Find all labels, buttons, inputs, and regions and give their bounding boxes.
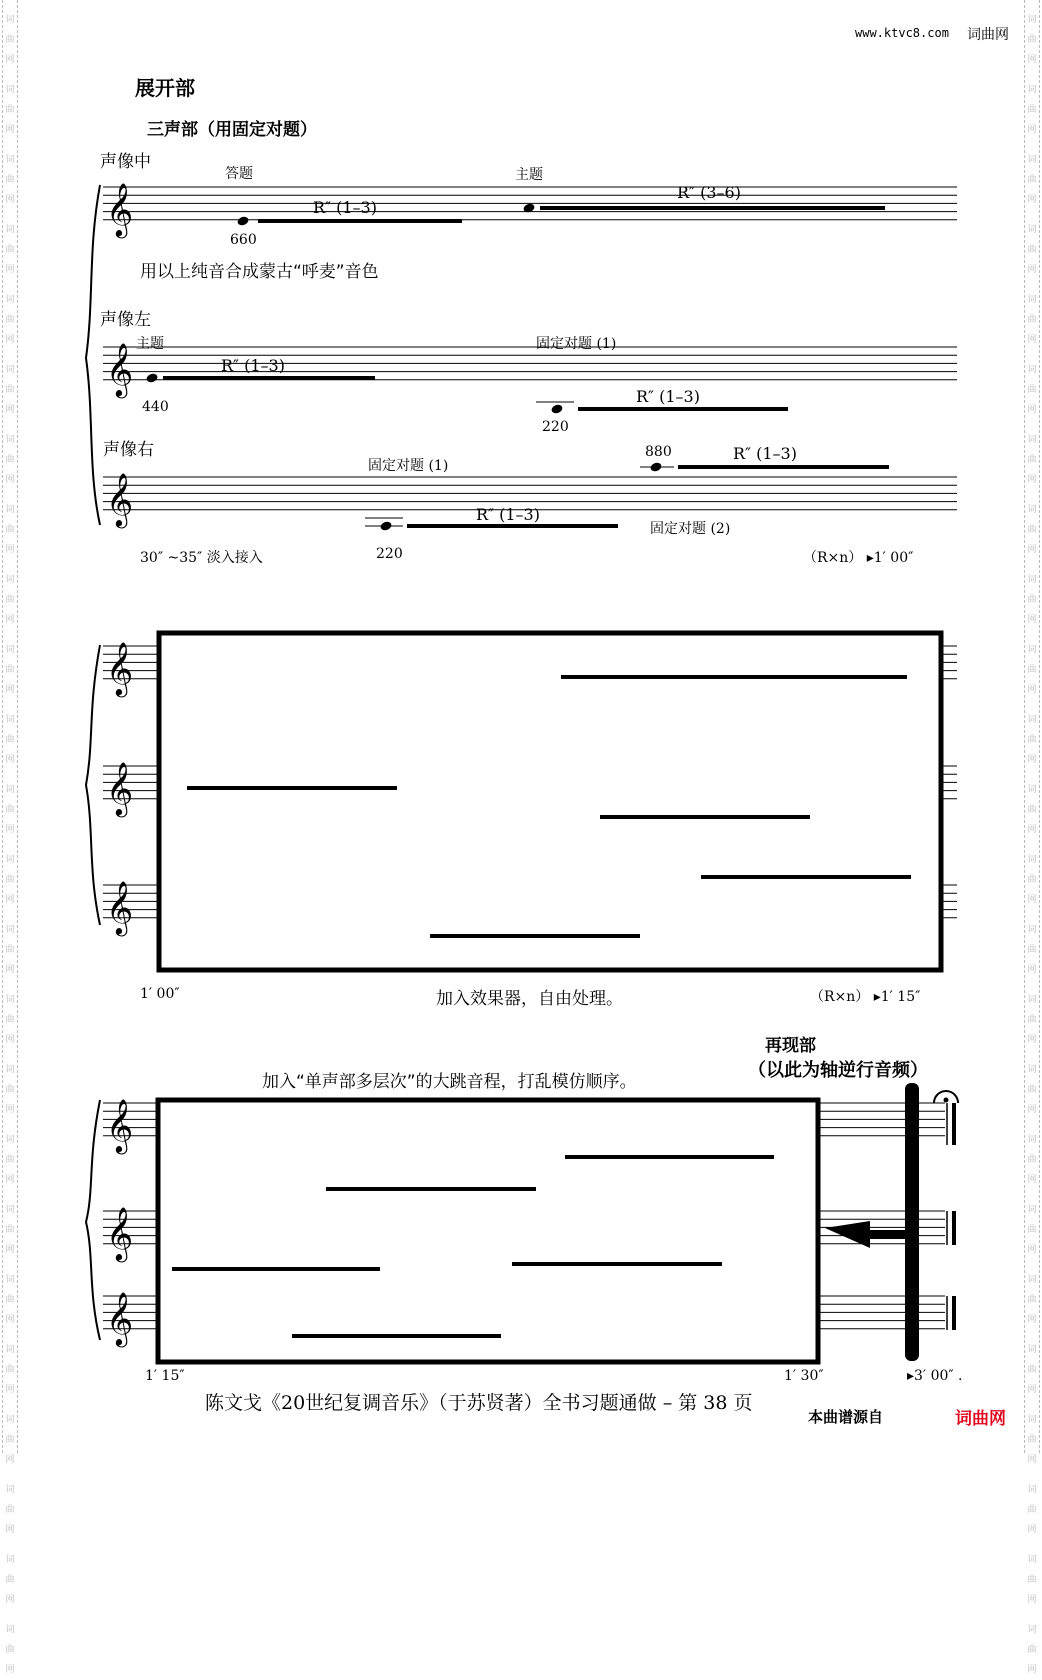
- freq-220-right: 220: [376, 546, 403, 562]
- recap-subtitle: （以此为轴逆行音频）: [748, 1060, 928, 1081]
- axis-bar: [905, 1083, 919, 1361]
- header-site-url[interactable]: www.ktvc8.com: [855, 26, 949, 40]
- freq-440: 440: [142, 399, 169, 415]
- ratio-label-mid-1: R″ (1–3): [313, 198, 377, 217]
- freq-660: 660: [230, 232, 257, 248]
- brace-system-2: [86, 645, 100, 925]
- note-440: [146, 373, 158, 383]
- treble-clef-icon: 𝄞: [106, 880, 134, 934]
- note-220-right: [380, 521, 392, 531]
- ratio-label-left-2: R″ (1–3): [636, 387, 700, 406]
- footer-citation: 陈文戈《20世纪复调音乐》（于苏贤著）全书习题通做 – 第 38 页: [205, 1392, 753, 1414]
- system2-time-start: 1′ 00″: [140, 986, 180, 1002]
- countersubject-right-label: 固定对题 (1): [368, 458, 449, 474]
- section-title: 展开部: [135, 76, 195, 100]
- subtitle: 三声部（用固定对题）: [147, 120, 317, 140]
- voice-left-label: 声像左: [100, 310, 151, 330]
- voice-mid-label: 声像中: [100, 152, 151, 172]
- ratio-label-right-2: R″ (1–3): [733, 444, 797, 463]
- effects-box: [159, 633, 941, 970]
- system3-time-end: ▸3′ 00″ .: [907, 1368, 963, 1384]
- system2-time-end: （R×n） ▸1′ 15″: [810, 989, 921, 1005]
- treble-clef-icon: 𝄞: [106, 641, 134, 695]
- ratio-label-left-1: R″ (1–3): [221, 356, 285, 375]
- footer-brand[interactable]: 词曲网: [955, 1409, 1006, 1429]
- final-barlines: [947, 1103, 954, 1330]
- treble-clef-icon: 𝄞: [106, 761, 134, 815]
- system3-time-mid: 1′ 30″: [784, 1368, 824, 1384]
- voice-right-label: 声像右: [103, 440, 154, 460]
- treble-clef-icon: 𝄞: [106, 182, 134, 236]
- effects-caption: 加入效果器，自由处理。: [436, 989, 623, 1009]
- layers-box: [158, 1100, 818, 1362]
- brace-system-3: [86, 1100, 100, 1340]
- side-watermark-left: 词 曲 网 词 曲 网 词 曲 网 词 曲 网 词 曲 网 词 曲 网 词 曲 网 词 曲 网 词 曲 网 词 曲 网 词 曲 网 词 曲 网 词 曲 网 词 曲 网 词 曲 网 词 曲 网 词 曲 网 词 曲 网 词 曲 网 词 曲 网 词 曲 网 词 曲 网 词 曲 网 词 曲 网: [2, 0, 18, 1453]
- subject-left-label: 主题: [136, 336, 164, 352]
- header-site-name: 词曲网: [967, 27, 1009, 43]
- khoomei-note: 用以上纯音合成蒙古“呼麦”音色: [140, 262, 379, 282]
- freq-220-left: 220: [542, 419, 569, 435]
- treble-clef-icon: 𝄞: [106, 1098, 134, 1152]
- treble-clef-icon: 𝄞: [106, 342, 134, 396]
- treble-clef-icon: 𝄞: [106, 472, 134, 526]
- system1-time-start: 30″ ~35″ 淡入接入: [140, 550, 263, 566]
- side-watermark-right: 词 曲 网 词 曲 网 词 曲 网 词 曲 网 词 曲 网 词 曲 网 词 曲 网 词 曲 网 词 曲 网 词 曲 网 词 曲 网 词 曲 网 词 曲 网 词 曲 网 词 曲 网 词 曲 网 词 曲 网 词 曲 网 词 曲 网 词 曲 网 词 曲 网 词 曲 网 词 曲 网 词 曲 网: [1024, 0, 1040, 1453]
- countersubject2-right-label: 固定对题 (2): [650, 521, 731, 537]
- system3-time-start: 1′ 15″: [145, 1368, 185, 1384]
- ratio-label-mid-2: R″ (3–6): [677, 183, 741, 202]
- brace-system-1: [86, 185, 100, 525]
- treble-clef-icon: 𝄞: [106, 1291, 134, 1345]
- layers-caption: 加入“单声部多层次”的大跳音程，打乱模仿顺序。: [262, 1072, 637, 1092]
- note-220-left: [551, 404, 563, 414]
- note-880: [650, 462, 662, 472]
- ratio-label-right-1: R″ (1–3): [476, 505, 540, 524]
- subject-mid-label: 主题: [515, 167, 543, 183]
- treble-clef-icon: 𝄞: [106, 1206, 134, 1260]
- recap-title: 再现部: [765, 1036, 816, 1056]
- footer-source: 本曲谱源自: [808, 1408, 884, 1426]
- countersubject-left-label: 固定对题 (1): [536, 336, 617, 352]
- freq-880: 880: [645, 444, 672, 460]
- answer-label: 答题: [225, 166, 253, 182]
- system1-time-end: （R×n） ▸1′ 00″: [803, 550, 914, 566]
- note-660: [237, 216, 249, 226]
